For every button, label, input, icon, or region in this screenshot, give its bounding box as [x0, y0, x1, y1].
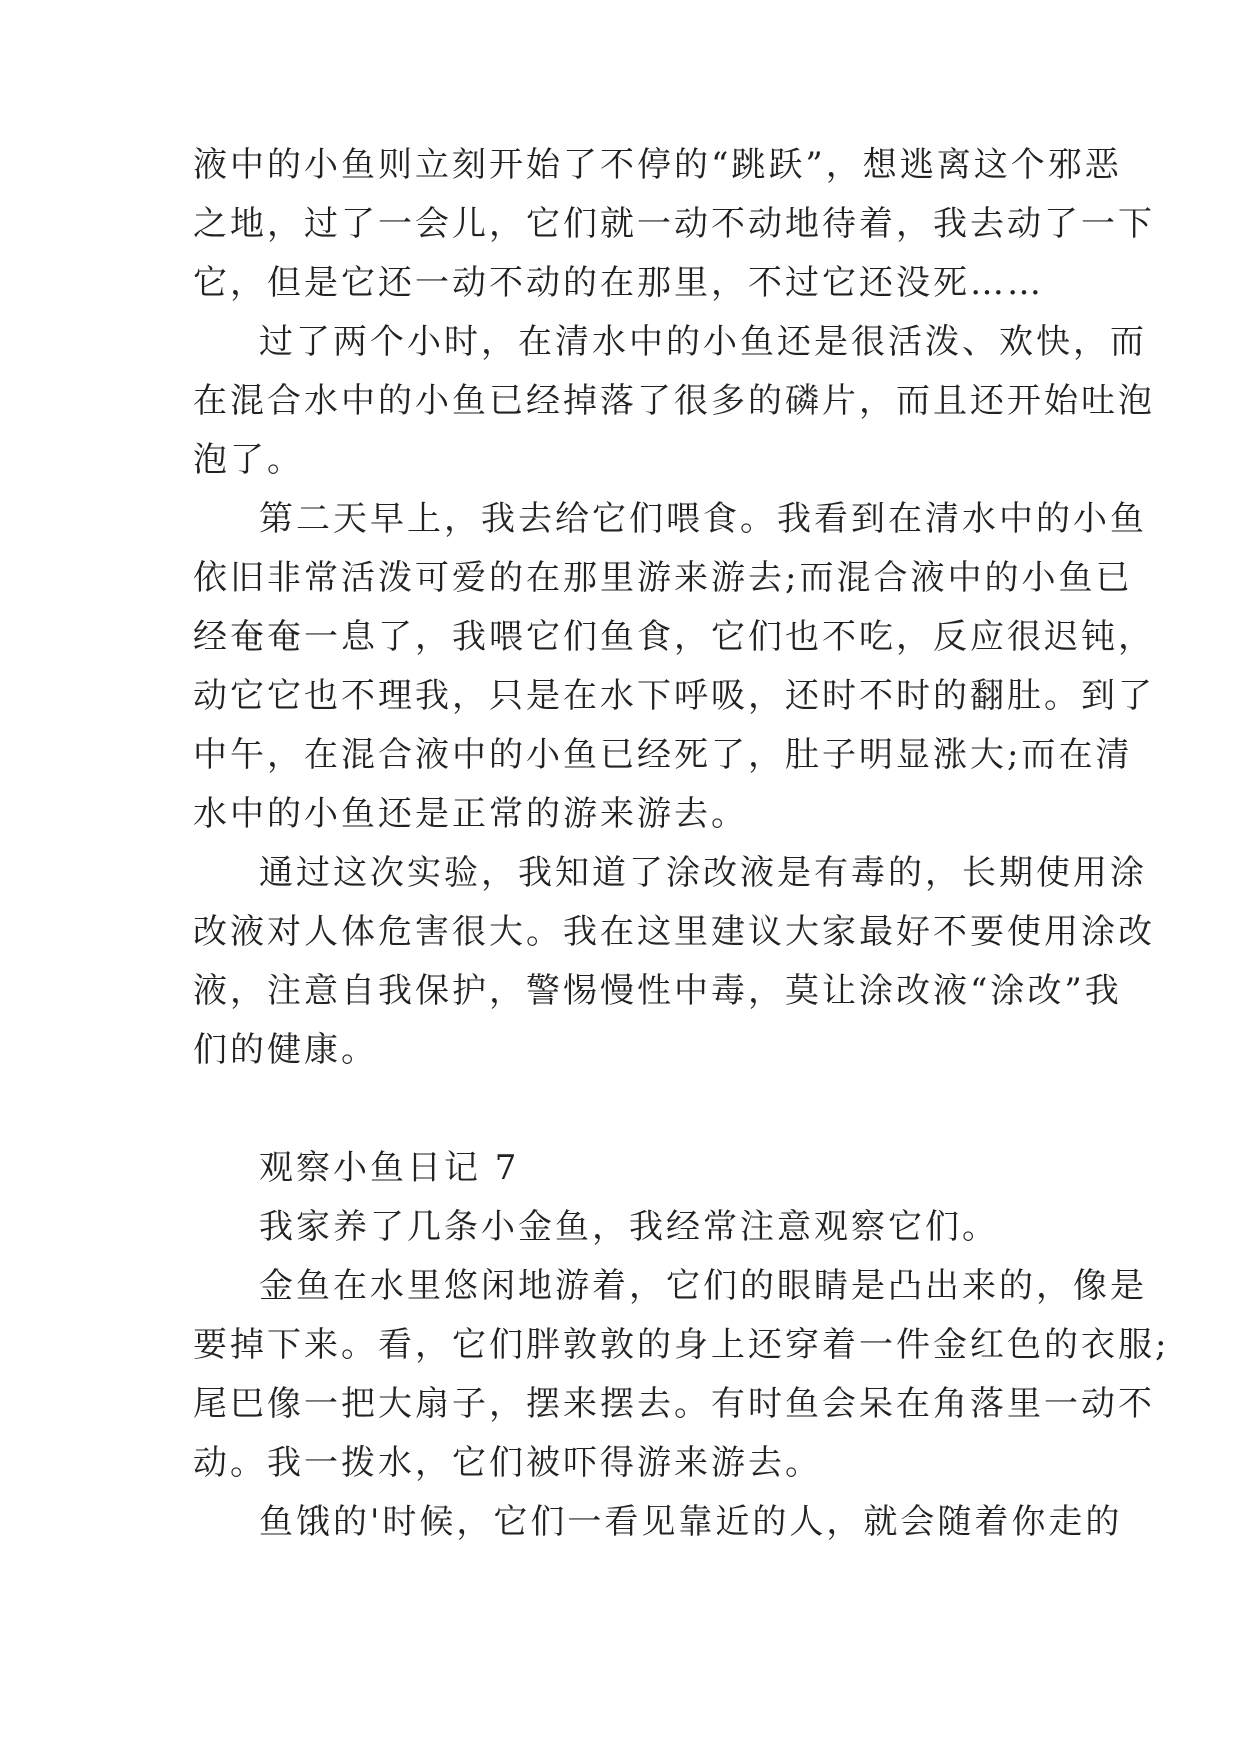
paragraph-1 — [193, 136, 1155, 313]
paragraph-3 — [193, 490, 1155, 844]
text-line: 水中的小鱼还是正常的游来游去。 — [193, 794, 748, 834]
text-line: 在混合水中的小鱼已经掉落了很多的磷片，而且还开始吐泡 — [193, 381, 1155, 421]
text-line: 液中的小鱼则立刻开始了不停的“跳跃”，想逃离这个邪恶 — [193, 145, 1122, 185]
section-spacer — [193, 1080, 1063, 1139]
text-line: 改液对人体危害很大。我在这里建议大家最好不要使用涂改 — [193, 912, 1155, 952]
text-line: 它，但是它还一动不动的在那里，不过它还没死…… — [193, 263, 1044, 303]
section-title: 观察小鱼日记 7 — [259, 1148, 520, 1188]
document-body — [193, 136, 1170, 1552]
text-line: 们的健康。 — [193, 1030, 378, 1070]
text-line: 金鱼在水里悠闲地游着，它们的眼睛是凸出来的，像是 — [259, 1266, 1147, 1306]
section-paragraph-2 — [193, 1257, 1170, 1493]
text-line: 尾巴像一把大扇子，摆来摆去。有时鱼会呆在角落里一动不 — [193, 1384, 1155, 1424]
text-line: 动它它也不理我，只是在水下呼吸，还时不时的翻肚。到了 — [193, 676, 1155, 716]
text-line: 泡了。 — [193, 440, 304, 480]
text-line: 我家养了几条小金鱼，我经常注意观察它们。 — [259, 1207, 999, 1247]
text-line: 通过这次实验，我知道了涂改液是有毒的，长期使用涂 — [259, 853, 1147, 893]
text-line: 液，注意自我保护，警惕慢性中毒，莫让涂改液“涂改”我 — [193, 971, 1122, 1011]
section-paragraph-1 — [193, 1198, 1063, 1257]
section-paragraph-3 — [193, 1493, 1123, 1552]
paragraph-2 — [193, 313, 1155, 490]
text-line: 要掉下来。看，它们胖敦敦的身上还穿着一件金红色的衣服; — [193, 1325, 1170, 1365]
text-line: 经奄奄一息了，我喂它们鱼食，它们也不吃，反应很迟钝， — [193, 617, 1155, 657]
text-line: 之地，过了一会儿，它们就一动不动地待着，我去动了一下 — [193, 204, 1155, 244]
text-line: 中午，在混合液中的小鱼已经死了，肚子明显涨大;而在清 — [193, 735, 1133, 775]
paragraph-4 — [193, 844, 1155, 1080]
text-line: 鱼饿的'时候，它们一看见靠近的人，就会随着你走的 — [259, 1502, 1123, 1542]
text-line: 动。我一拨水，它们被吓得游来游去。 — [193, 1443, 822, 1483]
text-line: 依旧非常活泼可爱的在那里游来游去;而混合液中的小鱼已 — [193, 558, 1133, 598]
text-line: 第二天早上，我去给它们喂食。我看到在清水中的小鱼 — [259, 499, 1147, 539]
text-line: 过了两个小时，在清水中的小鱼还是很活泼、欢快，而 — [259, 322, 1147, 362]
